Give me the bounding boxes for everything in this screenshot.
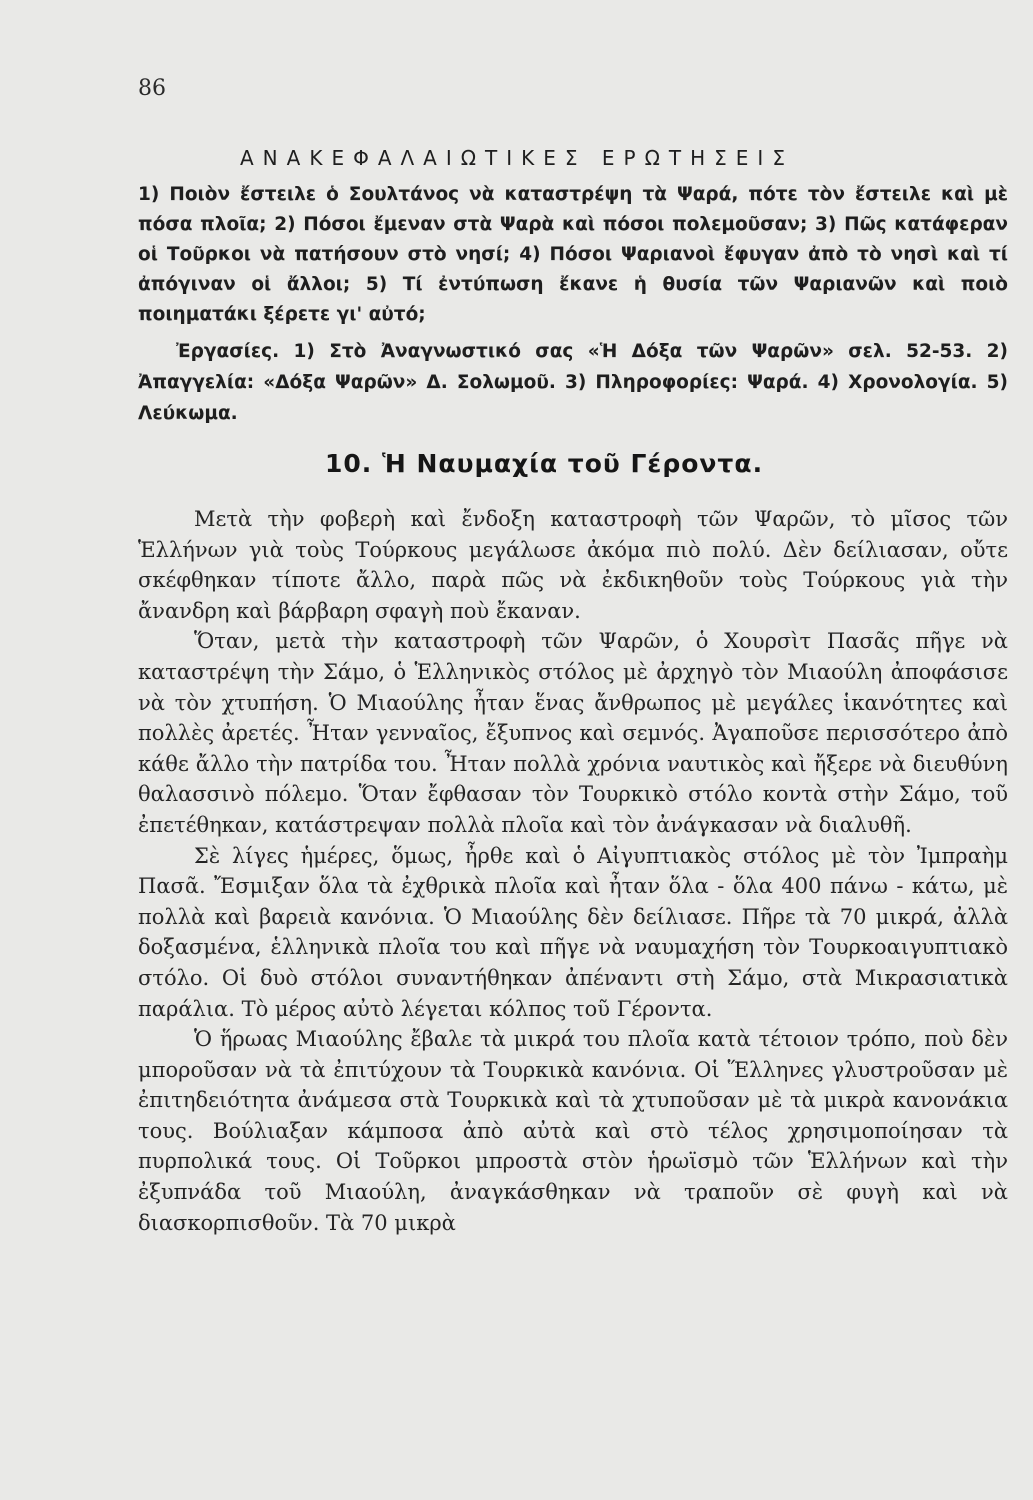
paragraph: Ὅταν, μετὰ τὴν καταστροφὴ τῶν Ψαρῶν, ὁ Χουρσὶτ Πασᾶς πῆγε νὰ καταστρέψη τὴν Σάμο, ὁ Ἑλληνικὸς στόλος μὲ ἀρχηγὸ τὸν Μιαούλη ἀποφάσισε νὰ τὸν χτυπήση. Ὁ Μιαούλης ἦταν ἕνας ἄνθρωπος μὲ μεγάλες ἱκανότητες καὶ πολλὲς ἀρετές. Ἦταν γενναῖος, ἔξυπνος καὶ σεμνός. Ἀγαποῦσε περισσότερο ἀπὸ κάθε ἄλλο τὴν πατρίδα του. Ἦταν πολλὰ χρόνια ναυτικὸς καὶ ἤξερε νὰ διευθύνη θαλασσινὸ πόλεμο. Ὅταν ἔφθασαν τὸν Τουρκικὸ στόλο κοντὰ στὴν Σάμο, τοῦ ἐπετέθηκαν, κατάστρεψαν πολλὰ πλοῖα καὶ τὸν ἀνάγκασαν νὰ διαλυθῆ. <box>138 629 1008 837</box>
paragraph: Ὁ ἥρωας Μιαούλης ἔβαλε τὰ μικρά του πλοῖα κατὰ τέτοιον τρόπο, ποὺ δὲν μποροῦσαν νὰ τὰ ἐπιτύχουν τὰ Τουρκικὰ κανόνια. Οἱ Ἕλληνες γλυστροῦσαν μὲ ἐπιτηδειότητα ἀνάμεσα στὰ Τουρκικὰ καὶ τὰ χτυποῦσαν μὲ τὰ μικρὰ κανονάκια τους. Βούλιαξαν κάμποσα ἀπὸ αὐτὰ καὶ στὸ τέλος χρησιμοποίησαν τὰ πυρπολικά τους. Οἱ Τοῦρκοι μπροστὰ στὸν ἡρωϊσμὸ τῶν Ἑλλήνων καὶ τὴν ἐξυπνάδα τοῦ Μιαούλη, ἀναγκάσθηκαν νὰ τραποῦν σὲ φυγὴ καὶ νὰ διασκορπισθοῦν. Τὰ 70 μικρὰ <box>138 1027 1008 1235</box>
chapter-title: 10. Ἡ Ναυμαχία τοῦ Γέροντα. <box>325 449 764 478</box>
page-number: 86 <box>138 76 166 101</box>
chapter-body <box>138 504 1008 1238</box>
section-heading: ΑΝΑΚΕΦΑΛΑΙΩΤΙΚΕΣ ΕΡΩΤΗΣΕΙΣ <box>240 146 794 170</box>
review-questions: 1) Ποιὸν ἔστειλε ὁ Σουλτάνος νὰ καταστρέψη τὰ Ψαρά, πότε τὸν ἔστειλε καὶ μὲ πόσα πλοῖα; 2) Πόσοι ἔμεναν στὰ Ψαρὰ καὶ πόσοι πολεμοῦσαν; 3) Πῶς κατάφεραν οἱ Τοῦρκοι νὰ πατήσουν στὸ νησί; 4) Πόσοι Ψαριανοὶ ἔφυγαν ἀπὸ τὸ νησὶ καὶ τί ἀπόγιναν οἱ ἄλλοι; 5) Τί ἐντύπωση ἔκανε ἡ θυσία τῶν Ψαριανῶν καὶ ποιὸ ποιηματάκι ξέρετε γι' αὐτό; <box>138 184 1008 325</box>
assignments: Ἐργασίες. 1) Στὸ Ἀναγνωστικό σας «Ἡ Δόξα τῶν Ψαρῶν» σελ. 52-53. 2) Ἀπαγγελία: «Δόξα Ψαρῶν» Δ. Σολωμοῦ. 3) Πληροφορίες: Ψαρά. 4) Χρονολογία. 5) Λεύκωμα. <box>138 341 1008 424</box>
paragraph: Σὲ λίγες ἡμέρες, ὅμως, ἦρθε καὶ ὁ Αἰγυπτιακὸς στόλος μὲ τὸν Ἰμπραὴμ Πασᾶ. Ἔσμιξαν ὅλα τὰ ἐχθρικὰ πλοῖα καὶ ἦταν ὅλα - ὅλα 400 πάνω - κάτω, μὲ πολλὰ καὶ βαρειὰ κανόνια. Ὁ Μιαούλης δὲν δείλιασε. Πῆρε τὰ 70 μικρά, ἀλλὰ δοξασμένα, ἑλληνικὰ πλοῖα του καὶ πῆγε νὰ ναυμαχήση τὸν Τουρκοαιγυπτιακὸ στόλο. Οἱ δυὸ στόλοι συναντήθηκαν ἀπέναντι στὴ Σάμο, στὰ Μικρασιατικὰ παράλια. Τὸ μέρος αὐτὸ λέγεται κόλπος τοῦ Γέροντα. <box>138 843 1008 1021</box>
paragraph: Μετὰ τὴν φοβερὴ καὶ ἔνδοξη καταστροφὴ τῶν Ψαρῶν, τὸ μῖσος τῶν Ἑλλήνων γιὰ τοὺς Τούρκους μεγάλωσε ἀκόμα πιὸ πολύ. Δὲν δείλιασαν, οὔτε σκέφθηκαν τίποτε ἄλλο, παρὰ πῶς νὰ ἐκδικηθοῦν τοὺς Τούρκους γιὰ τὴν ἄνανδρη καὶ βάρβαρη σφαγὴ ποὺ ἔκαναν. <box>138 507 1008 623</box>
